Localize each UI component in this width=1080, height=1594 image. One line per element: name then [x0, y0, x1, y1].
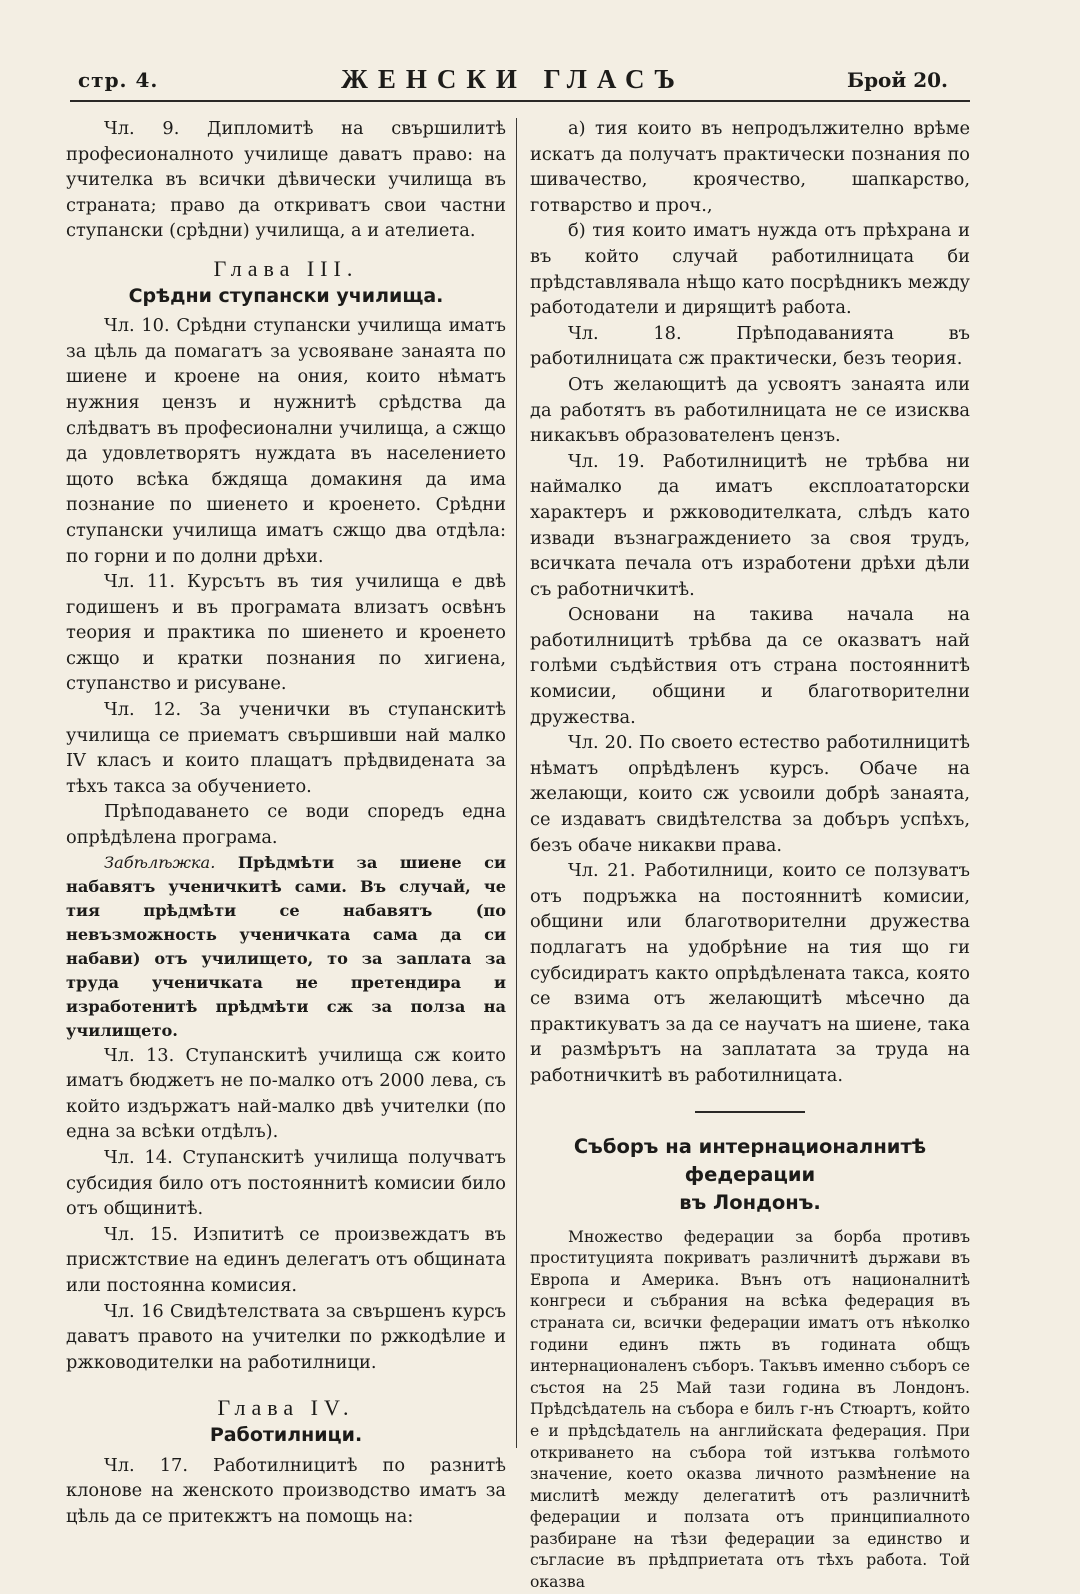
- article-20: Чл. 20. По своето естество работилницитѣ нѣматъ опрѣдѣленъ курсъ. Обаче на желающи, които сж усвоили добрѣ занаята, се издаватъ свидѣтелства за добъръ успѣхъ, безъ обаче никакви права.: [530, 732, 970, 856]
- article-18: Чл. 18. Прѣподаванията въ работилницата сж практически, безъ теория.: [530, 322, 970, 370]
- left-column: [66, 116, 506, 1529]
- article-15: Чл. 15. Изпититѣ се произвеждатъ въ присжтствие на единъ делегатъ отъ общината или постоянна комисия.: [66, 1223, 506, 1296]
- right-column: [530, 116, 970, 1594]
- masthead-title: ЖЕНСКИ ГЛАСЪ: [341, 64, 685, 94]
- page-number: стр. 4.: [78, 68, 159, 92]
- article-12: Чл. 12. За ученички въ ступанскитѣ училища се приематъ свършивши най малко IV класъ и които плащатъ прѣдвидената за тѣхъ такса за обучението.: [66, 699, 506, 797]
- article-14: Чл. 14. Ступанскитѣ училища получватъ субсидия било отъ постояннитѣ комисии било отъ общинитѣ.: [66, 1147, 506, 1220]
- list-item: а) тия които въ непродължително врѣме искатъ да получатъ практически познания по шивачество, кроячество, шапкарство, готварство и проч.,: [530, 118, 970, 216]
- article-13: Чл. 13. Ступанскитѣ училища сж които иматъ бюджетъ не по-малко отъ 2000 лева, съ който издържатъ най-малко двѣ учителки (по една за всѣки отдѣлъ).: [66, 1044, 506, 1143]
- article-17: Чл. 17. Работилницитѣ по разнитѣ клонове на женското производство иматъ за цѣль да се притекжтъ на помощь на:: [66, 1454, 506, 1527]
- footnote: [66, 851, 506, 1043]
- paragraph: Основани на такива начала на работилницитѣ трѣбва да се оказватъ най голѣми съдѣйствия отъ страна постояннитѣ комисии, общини и благотворителни дружества.: [530, 604, 970, 728]
- chapter-title: Срѣдни ступански училища.: [128, 284, 444, 307]
- column-divider: [516, 118, 517, 1448]
- footnote-label: Забѣлѣжка.: [104, 852, 216, 872]
- footnote-text: Прѣдмѣти за шиене си набавятъ ученичкитѣ сами. Въ случай, че тия прѣдмѣти се набавятъ (по невъзможность ученичката сама да си набави) отъ училището, то за заплата за труда ученичката не претендира и изработенитѣ прѣдмѣти сж за полза на училището.: [66, 852, 506, 1040]
- section-divider: [695, 1111, 805, 1113]
- article-10: Чл. 10. Срѣдни ступански училища иматъ за цѣль да помагатъ за усвояване занаята по шиене и кроене на ония, които нѣматъ нужния цензъ и нужнитѣ срѣдства да слѣдватъ въ професионални училища, а сжщо да удовлетворятъ нуждата въ населението щото всѣка бждяща домакиня да има познание по шиенето и кроенето. Срѣдни ступански училища иматъ сжщо два отдѣла: по горни и по долни дрѣхи.: [66, 315, 506, 567]
- article-16: Чл. 16 Свидѣтелствата за свършенъ курсъ даватъ правото на учителки по ржкодѣлие и ржководителки на работилници.: [66, 1300, 506, 1373]
- article-9: Чл. 9. Дипломитѣ на свършилитѣ професионалното училище даватъ право: на учителка въ всички дѣвически училища въ страната; право да откриватъ свои частни ступански (срѣдни) училища, а и ателиета.: [66, 118, 506, 242]
- article-21: Чл. 21. Работилници, които се ползуватъ отъ подръжка на постояннитѣ комисии, общини или благотворителни дружества подлагатъ на удобрѣние на тия що ги субсидиратъ както опрѣдѣлената такса, която се взима отъ желающитѣ мѣсечно да практикуватъ за да се научатъ на шиене, така и размѣрътъ на заплатата за труда на работничкитѣ въ работилницата.: [530, 860, 970, 1086]
- paragraph: Отъ желающитѣ да усвоятъ занаята или да работятъ въ работилницата не се изисква никакъвъ образователенъ цензъ.: [530, 373, 970, 447]
- article-19: Чл. 19. Работилницитѣ не трѣбва ни наймалко да иматъ експлоататорски характеръ и ржководителката, слѣдъ като извади възнаграждението за своя трудъ, всичката печала отъ изработени дрѣхи дѣли съ работничкитѣ.: [530, 450, 970, 600]
- chapter-title: Работилници.: [209, 1423, 363, 1446]
- headline-line-1: Съборъ на интернационалнитѣ федерации: [573, 1134, 927, 1186]
- page-header: [78, 62, 948, 96]
- chapter-heading: Глава IV.: [217, 1395, 355, 1421]
- article-11: Чл. 11. Курсътъ въ тия училища е двѣ годишенъ и въ програмата влизатъ освѣнъ теория и практика по шиенето и кроенето сжщо и кратки познания по хигиена, ступанство и рисуване.: [66, 571, 506, 695]
- article-headline: [530, 1133, 970, 1217]
- header-rule: [70, 100, 970, 102]
- article-body: Множество федерации за борба противъ проституцията покриватъ различнитѣ държави въ Европа и Америка. Вънъ отъ националнитѣ конгреси и събрания на всѣка федерация въ страната си, всички федерации иматъ отъ нѣколко години единъ пжть въ годината общъ интернационаленъ съборъ. Такъвъ именно съборъ се състоя на 25 Май тази година въ Лондонъ. Прѣдсѣдатель на събора е билъ г-нъ Стюартъ, който е и прѣдсѣдатель на английската федерация. При откриването на събора той изтъква голѣмото значение, което оказва личното размѣнение на мислитѣ между делегатитѣ отъ различнитѣ федерации и ползата отъ принципиалното разбиране на тѣзи федерации за единство и съгласие въ прѣдприетата отъ тѣхъ работа. Той оказва: [530, 1227, 970, 1592]
- issue-number: Брой 20.: [846, 68, 948, 92]
- headline-line-2: въ Лондонъ.: [679, 1190, 821, 1214]
- chapter-heading: Глава III.: [213, 255, 359, 281]
- paragraph: Прѣподаването се води споредъ една опрѣдѣлена програма.: [66, 801, 506, 849]
- list-item: б) тия които иматъ нужда отъ прѣхрана и въ който случай работилницата би прѣдставлявала нѣщо като посрѣдникъ между работодатели и дирящитѣ работа.: [530, 220, 970, 319]
